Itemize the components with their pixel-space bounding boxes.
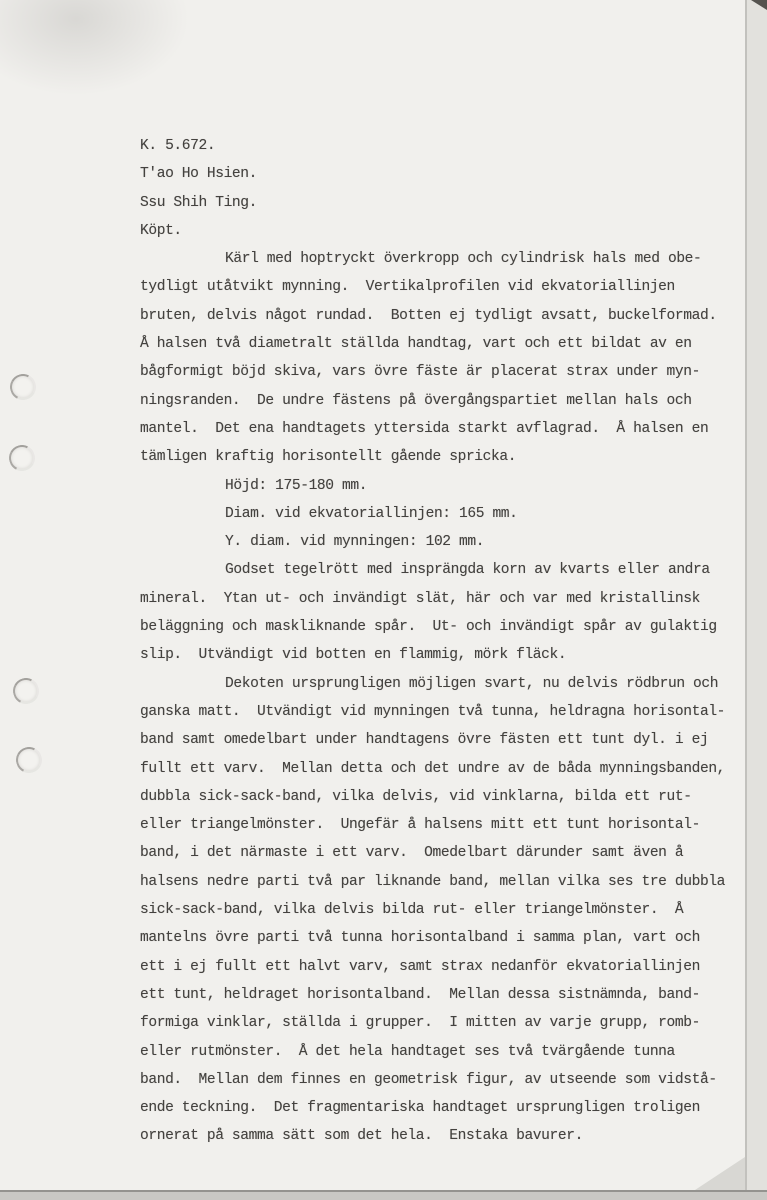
punch-hole bbox=[13, 744, 46, 777]
text-line: sick-sack-band, vilka delvis bilda rut- eller triangelmönster. Å bbox=[140, 902, 684, 919]
punch-hole bbox=[6, 442, 39, 475]
text-line: ornerat på samma sätt som det hela. Enstaka bavurer. bbox=[140, 1128, 583, 1145]
description-body bbox=[140, 245, 740, 1151]
text-line: ett i ej fullt ett halvt varv, samt strax nedanför ekvatoriallinjen bbox=[140, 958, 700, 975]
text-line: band samt omedelbart under handtagens övre fästen ett tunt dyl. i ej bbox=[140, 732, 709, 749]
text-line: Godset tegelrött med insprängda korn av kvarts eller andra bbox=[225, 562, 710, 579]
text-line: band. Mellan dem finnes en geometrisk figur, av utseende som vidstå- bbox=[140, 1071, 717, 1088]
scan-right-margin bbox=[745, 0, 767, 1200]
text-line: band, i det närmaste i ett varv. Omedelbart därunder samt även å bbox=[140, 845, 684, 862]
text-line: Höjd: 175-180 mm. bbox=[225, 477, 368, 494]
scan-corner-mark bbox=[751, 0, 767, 10]
text-line: Dekoten ursprungligen möjligen svart, nu delvis rödbrun och bbox=[225, 675, 719, 692]
text-line: mantel. Det ena handtagets yttersida starkt avflagrad. Å halsen en bbox=[140, 420, 709, 437]
text-line: Å halsen två diametralt ställda handtag, vart och ett bildat av en bbox=[140, 336, 692, 353]
scan-bottom-margin bbox=[0, 1190, 767, 1200]
text-line: tydligt utåtvikt mynning. Vertikalprofilen vid ekvatoriallinjen bbox=[140, 279, 675, 296]
text-line: mineral. Ytan ut- och invändigt slät, här och var med kristallinsk bbox=[140, 590, 700, 607]
text-line: slip. Utvändigt vid botten en flammig, mörk fläck. bbox=[140, 647, 567, 664]
text-line: Kärl med hoptryckt överkropp och cylindrisk hals med obe- bbox=[225, 251, 702, 268]
punch-hole bbox=[10, 675, 43, 708]
text-line: tämligen kraftig horisontellt gående spricka. bbox=[140, 449, 517, 466]
punch-hole bbox=[7, 371, 40, 404]
catalog-number: K. 5.672. bbox=[140, 138, 216, 154]
text-line: dubbla sick-sack-band, vilka delvis, vid vinklarna, bilda ett rut- bbox=[140, 788, 692, 805]
text-line: bruten, delvis något rundad. Botten ej tydligt avsatt, buckelformad. bbox=[140, 307, 717, 324]
text-line: ett tunt, heldraget horisontalband. Mellan dessa sistnämnda, band- bbox=[140, 986, 700, 1003]
page-corner-fold bbox=[695, 1157, 745, 1190]
object-name: Ssu Shih Ting. bbox=[140, 194, 258, 211]
text-line: bågformigt böjd skiva, vars övre fäste är placerat strax under myn- bbox=[140, 364, 700, 381]
text-line: fullt ett varv. Mellan detta och det undre av de båda mynningsbanden, bbox=[140, 760, 726, 777]
text-line: Y. diam. vid mynningen: 102 mm. bbox=[225, 534, 485, 551]
text-line: halsens nedre parti två par liknande band, mellan vilka ses tre dubbla bbox=[140, 873, 726, 890]
text-line: ganska matt. Utvändigt vid mynningen två tunna, heldragna horisontal- bbox=[140, 703, 726, 720]
text-line: eller triangelmönster. Ungefär å halsens mitt ett tunt horisontal- bbox=[140, 817, 700, 834]
site-name: T'ao Ho Hsien. bbox=[140, 166, 258, 183]
text-line: beläggning och maskliknande spår. Ut- och invändigt spår av gulaktig bbox=[140, 619, 717, 636]
scan-smudge bbox=[0, 0, 190, 96]
text-line: Diam. vid ekvatoriallinjen: 165 mm. bbox=[225, 505, 518, 522]
text-line: formiga vinklar, ställda i grupper. I mitten av varje grupp, romb- bbox=[140, 1015, 700, 1032]
text-line: ende teckning. Det fragmentariska handtaget ursprungligen troligen bbox=[140, 1100, 700, 1117]
acquisition-note: Köpt. bbox=[140, 222, 182, 239]
text-line: ningsranden. De undre fästens på övergångspartiet mellan hals och bbox=[140, 392, 692, 409]
text-line: eller rutmönster. Å det hela handtaget ses två tvärgående tunna bbox=[140, 1043, 675, 1060]
text-line: mantelns övre parti två tunna horisontalband i samma plan, vart och bbox=[140, 930, 700, 947]
typewritten-text bbox=[140, 132, 740, 1151]
